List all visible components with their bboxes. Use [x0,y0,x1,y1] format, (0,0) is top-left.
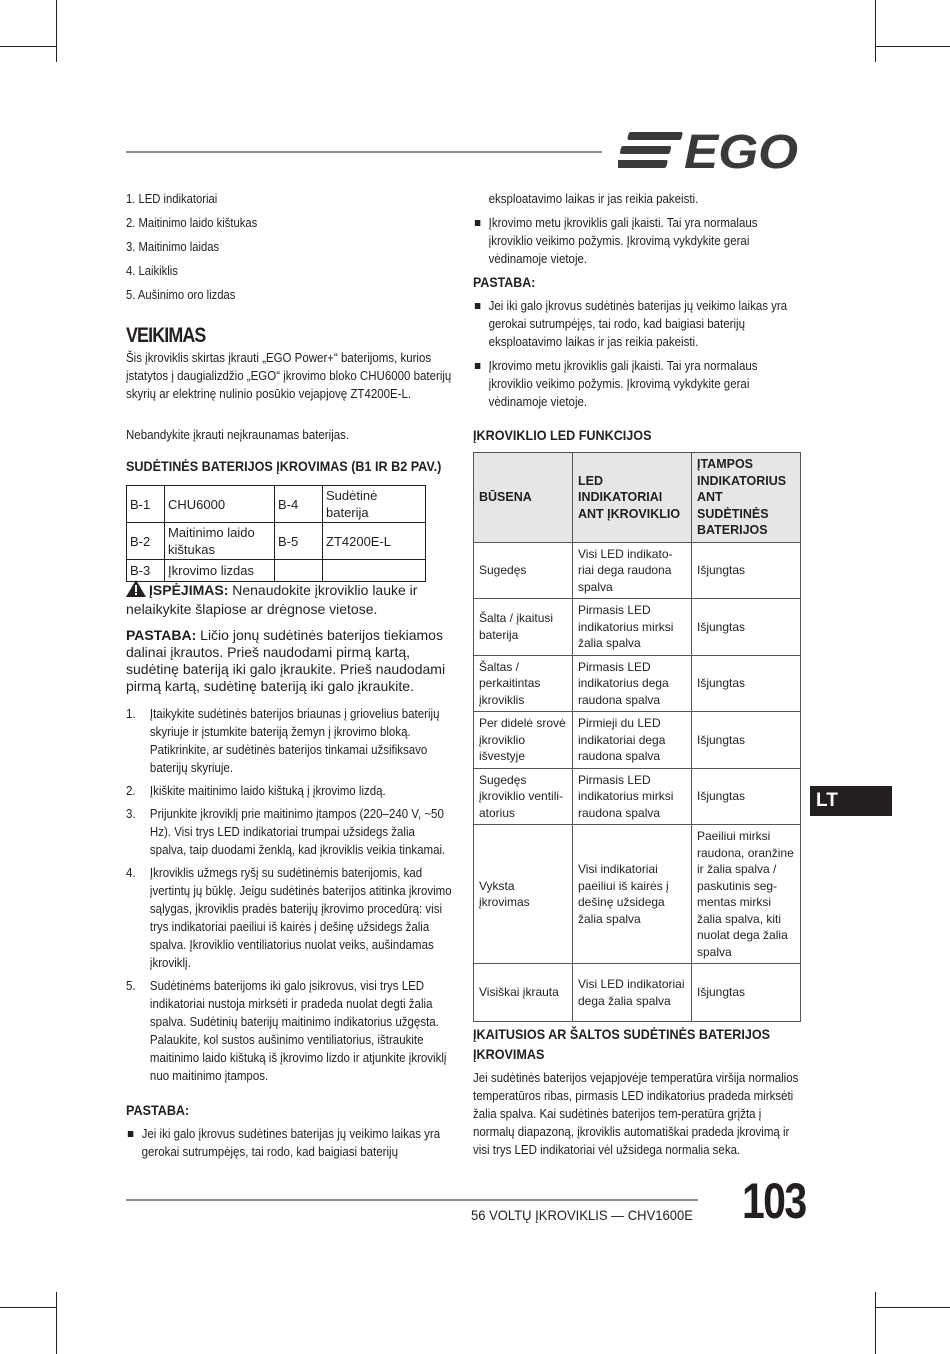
table-row [474,655,801,712]
table-cell: Išjungtas [692,599,801,656]
crop-mark [875,1292,876,1354]
list-item: 4. Įkroviklis užmegs ryšį su sudėtinėmis baterijomis, kad įvertintų jų būklę. Jeigu sudėtinės baterijos atitinka įkrovimo sąlygas, įkroviklis pradės baterijų įkrovimo procedūrą: visi trys indikatoriai paeiliui iš kairės į dešinę užsidegs žalia spalva. Įkroviklio ventiliatorius nuolat veiks, aušindamas įkroviklį. [126,866,452,970]
crop-mark [56,0,57,62]
note-text: Ličio jonų sudėtinės baterijos tiekiamos dalinai įkrautos. Prieš naudodami pirmą kartą, sudėtinę bateriją iki galo įkraukite. Prieš naudodami pirmą kartą, sudėtinę bateriją iki galo įkraukite. [126,627,446,694]
table-cell: Pirmasis LED indikatorius dega raudona spalva [573,655,692,712]
table-cell: Per didelė srovė įkroviklio išvestyje [474,712,573,769]
table-cell: Pirmasis LED indikatorius mirksi žalia spalva [573,599,692,656]
continued-text: eksploatavimo laikas ir jas reikia pakeisti. [488,192,699,206]
list-item: Jei iki galo įkrovus sudėtinės baterijas jų veikimo laikas yra gerokai sutrumpėjęs, tai rodo, kad baigiasi baterijų eksploatavimo laikas ir jas reikia pakeisti. [473,297,793,351]
list-item: 5. Sudėtinėms baterijoms iki galo įsikrovus, visi trys LED indikatoriai nustoja mirksėti ir pradeda nuolat degti žalia spalva. Sudėtinių baterijų maitinimo indikatorius užgęsta. Palaukite, kol sustos aušinimo ventiliatorius, ištraukite maitinimo laido kištuką iš įkrovimo lizdo ir atjunkite įkroviklį nuo maitinimo įtampos. [126,979,447,1083]
table-header-row [474,453,801,543]
parts-table [126,485,426,582]
crop-mark [56,1292,57,1354]
list-item: 3. Prijunkite įkroviklį prie maitinimo įtampos (220–240 V, ~50 Hz). Visi trys LED indikatoriai trumpai užsidegs žalia spalva, taip duodami ženklą, kad įkroviklis veikia tinkamai. [126,807,446,857]
table-row [127,486,426,523]
table-cell: Šalta / įkaitusi baterija [474,599,573,656]
note-heading: PASTABA: [473,275,536,290]
footer-rule [126,1199,698,1201]
note-block [126,627,456,695]
table-cell: Sugedęs įkroviklio ventili-atorius [474,768,573,825]
table-cell: Vyksta įkrovimas [474,825,573,964]
table-cell [323,560,426,582]
led-table [473,452,801,1022]
warning-block [126,580,456,618]
table-cell [275,560,323,582]
table-cell: Paeiliui mirksi raudona, oranžine ir žalia spalva / paskutinis seg-mentas mirksi žalia spalva, kiti nuolat dega žalia spalva [692,825,801,964]
table-cell: Visiškai įkrauta [474,964,573,1022]
crop-mark [875,0,876,62]
table-cell: B-5 [275,523,323,560]
bullet-list [473,214,793,268]
table-row [474,712,801,769]
table-cell: Visi LED indikato-riai dega raudona spalva [573,542,692,599]
note-label: PASTABA: [126,627,197,643]
section-title-led: ĮKROVIKLIO LED FUNKCIJOS [473,427,652,443]
table-cell: CHU6000 [165,486,275,523]
list-item: Įkrovimo metu įkroviklis gali įkaisti. Tai yra normalaus įkroviklio veikimo požymis. Įkrovimą vykdykite gerai vėdinamoje vietoje. [473,214,793,268]
section-title-sudetines: SUDĖTINĖS BATERIJOS ĮKROVIMAS (B1 IR B2 PAV.) [126,458,442,474]
note-bullets [126,1125,452,1161]
list-item: Jei iki galo įkrovus sudėtines baterijas jų veikimo laikas yra gerokai sutrumpėjęs, tai rodo, kad baigiasi baterijų [126,1125,452,1161]
language-tab-label: LT [816,790,838,811]
list-item: 2. Įkiškite maitinimo laido kištuką į įkrovimo lizdą. [126,784,386,798]
table-cell: Išjungtas [692,964,801,1022]
table-cell: Pirmieji du LED indikatoriai dega raudona spalva [573,712,692,769]
list-item: 1. Įtaikykite sudėtinės baterijos briaunas į griovelius baterijų skyriuje ir įstumkite bateriją žemyn į įkrovimo bloką. Patikrinkite, ar sudėtinės baterijos tinkamai užsifiksavo baterijų skyriuje. [126,707,440,775]
footer-title: 56 VOLTŲ ĮKROVIKLIS — CHV1600E [471,1207,693,1223]
list-item: Įkrovimo metu įkroviklis gali įkaisti. Tai yra normalaus įkroviklio veikimo požymis. Įkrovimą vykdykite gerai vėdinamoje vietoje. [473,357,793,411]
list-item: 3. Maitinimo laidas [126,240,220,254]
list-item: 4. Laikiklis [126,264,178,278]
table-row [474,768,801,825]
table-row [127,560,426,582]
steps-list [126,705,452,1085]
table-cell: Šaltas / perkaitintas įkroviklis [474,655,573,712]
table-cell: B-2 [127,523,165,560]
table-row [474,825,801,964]
table-row [474,599,801,656]
paragraph: Jei sudėtinės baterijos vejapjovėje temperatūra viršija normalios temperatūros ribas, pirmasis LED indikatorius pradeda mirksėti žalia spalva. Kai sudėtinės baterijos tem-peratūra grįžta į normalų diapazoną, įkroviklis automatiškai pradeda įkrovimą ir visi trys LED indikatoriai vėl užsidega normalia seka. [473,1071,799,1157]
page-number: 103 [742,1173,806,1229]
paragraph: Šis įkroviklis skirtas įkrauti „EGO Power+“ baterijoms, kurios įstatytos į daugializdžio „EGO“ įkrovimo bloko CHU6000 baterijų skyrių ar elektrinę nulinio posūkio vejapjovę ZT4200E-L. [126,351,452,401]
table-cell: Visi LED indikatoriai dega žalia spalva [573,964,692,1022]
table-row [127,523,426,560]
bullet-list [473,297,793,411]
table-cell: Išjungtas [692,655,801,712]
warning-icon [126,580,146,601]
warning-label: ĮSPĖJIMAS: [149,582,229,598]
brand-logo [618,128,800,172]
list-item: 5. Aušinimo oro lizdas [126,288,236,302]
parts-list [126,190,466,310]
table-cell: Pirmasis LED indikatorius mirksi raudona spalva [573,768,692,825]
column-header: LED INDIKATORIAI ANT ĮKROVIKLIO [573,453,692,543]
table-cell: B-1 [127,486,165,523]
note-heading: PASTABA: [126,1102,190,1118]
warning-text: Nenaudokite įkroviklio lauke ir nelaikykite šlapiose ar drėgnose vietose. [126,582,418,617]
table-cell: Išjungtas [692,542,801,599]
crop-mark [0,46,57,47]
table-cell: Išjungtas [692,712,801,769]
table-cell: Sugedęs [474,542,573,599]
crop-mark [0,1307,57,1308]
table-cell: Išjungtas [692,768,801,825]
paragraph: Nebandykite įkrauti neįkraunamas baterijas. [126,428,350,442]
table-cell: ZT4200E-L [323,523,426,560]
table-cell: B-4 [275,486,323,523]
column-header: BŪSENA [474,453,573,543]
table-row [474,964,801,1022]
brand-logo-text: EGO [684,128,798,172]
header-rule [126,151,602,153]
table-cell: Visi indikatoriai paeiliui iš kairės į dešinę užsidega žalia spalva [573,825,692,964]
table-cell: Sudėtinė baterija [323,486,426,523]
crop-mark [875,1307,950,1308]
section-title-hot: ĮKAITUSIOS AR ŠALTOS SUDĖTINĖS BATERIJOS ĮKROVIMAS [473,1026,771,1062]
list-item: 2. Maitinimo laido kištukas [126,216,258,230]
column-header: ĮTAMPOS INDIKATORIUS ANT SUDĖTINĖS BATERIJOS [692,453,801,543]
list-item: 1. LED indikatoriai [126,192,218,206]
table-row [474,542,801,599]
crop-mark [875,46,950,47]
language-tab [810,786,892,816]
table-cell: Įkrovimo lizdas [165,560,275,582]
section-title-veikimas: VEIKIMAS [126,324,206,347]
table-cell: B-3 [127,560,165,582]
table-cell: Maitinimo laido kištukas [165,523,275,560]
